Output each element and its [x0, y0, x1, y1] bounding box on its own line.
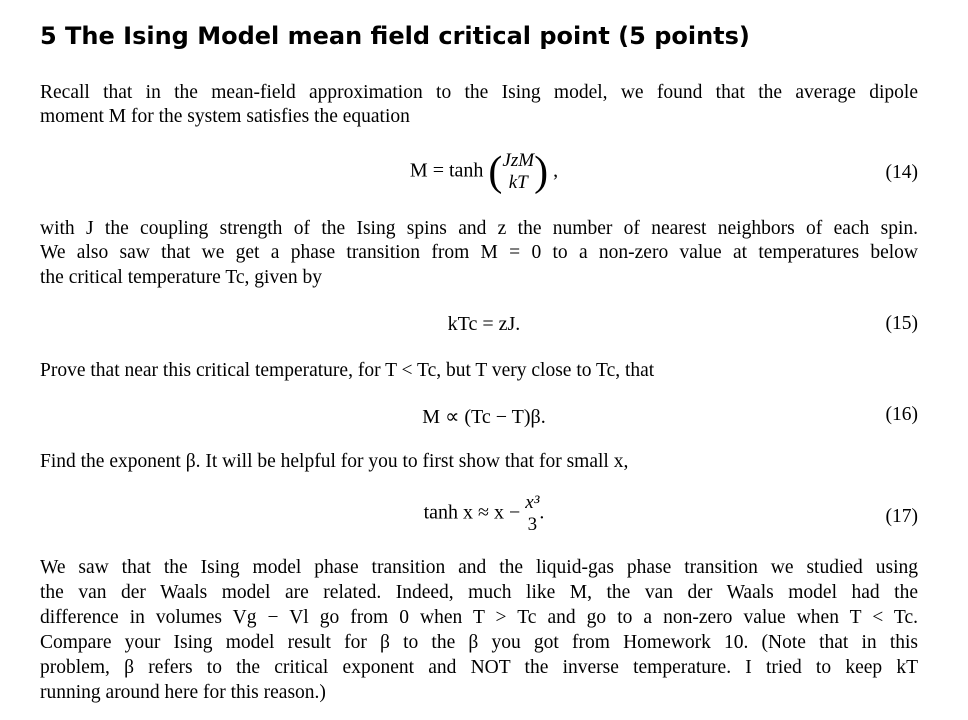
- paragraph-line: moment M for the system satisfies the equation: [40, 106, 410, 127]
- equation-17: [0, 492, 968, 536]
- paragraph-line: the critical temperature Tc, given by: [40, 267, 322, 288]
- equation-number: (15): [885, 313, 918, 334]
- paragraph-line: with J the coupling strength of the Ising spins and z the number of nearest neighbors of each spin.: [40, 218, 918, 239]
- eq-denominator: 3: [527, 514, 538, 535]
- paragraph-line: the van der Waals model are related. Indeed, much like M, the van der Waals model had the: [40, 582, 918, 603]
- eq-tail: .: [539, 501, 545, 524]
- eq-numerator: x³: [525, 492, 540, 513]
- equation-number: (16): [885, 404, 918, 425]
- equation-14: M = tanh ( JzM kT ) ,: [409, 149, 559, 195]
- paragraph-line: Recall that in the mean-field approximation to the Ising model, we found that the average dipole: [40, 82, 918, 103]
- equation-15: kTc = zJ.: [447, 313, 521, 335]
- paragraph-line: Find the exponent β. It will be helpful for you to first show that for small x,: [40, 451, 629, 472]
- paragraph-line: Compare your Ising model result for β to the β you got from Homework 10. (Note that in this: [40, 632, 918, 653]
- section-title: 5 The Ising Model mean field critical point (5 points): [40, 22, 750, 50]
- paragraph-line: We also saw that we get a phase transition from M = 0 to a non-zero value at temperatures below: [40, 242, 918, 263]
- paragraph-line: running around here for this reason.): [40, 682, 326, 703]
- eq-tail: ,: [553, 159, 559, 182]
- equation-number: (17): [885, 506, 918, 527]
- paragraph-line: We saw that the Ising model phase transition and the liquid-gas phase transition we studied using: [40, 557, 918, 578]
- eq-numerator: JzM: [502, 150, 535, 171]
- paragraph-line: difference in volumes Vg − Vl go from 0 when T > Tc and go to a non-zero value when T < Tc.: [40, 607, 918, 628]
- eq-lhs: tanh x ≈ x −: [423, 501, 521, 524]
- paragraph-line: problem, β refers to the critical exponent and NOT the inverse temperature. I tried to keep kT: [40, 657, 918, 678]
- eq-lhs: M = tanh: [409, 159, 484, 182]
- equation-16: M ∝ (Tc − T)β.: [422, 406, 546, 428]
- equation-number: (14): [885, 162, 918, 183]
- paragraph-line: Prove that near this critical temperature, for T < Tc, but T very close to Tc, that: [40, 360, 655, 381]
- eq-denominator: kT: [508, 172, 528, 193]
